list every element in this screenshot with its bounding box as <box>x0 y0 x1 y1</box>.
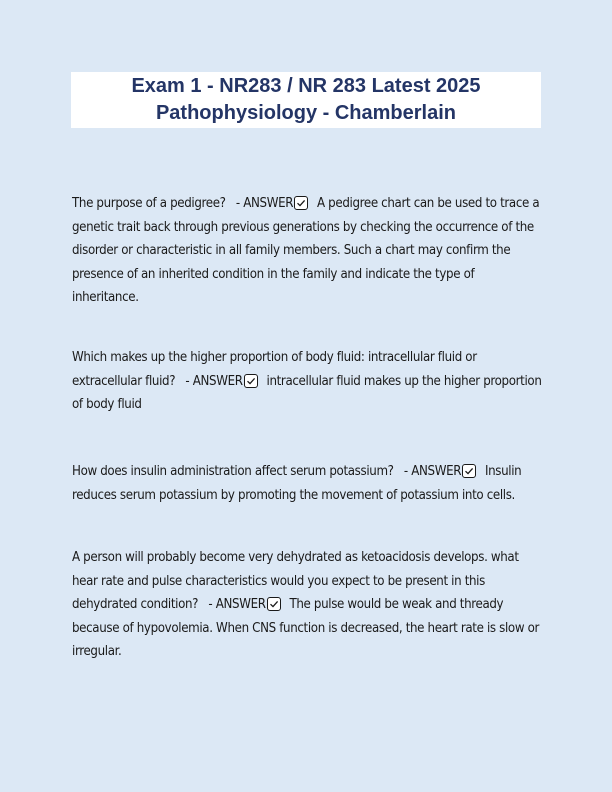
qa-item-3 <box>72 460 544 507</box>
qa-item-2 <box>72 346 544 417</box>
title-line-2: Pathophysiology - Chamberlain <box>155 102 457 124</box>
answer-marker: - ANSWER <box>403 464 462 479</box>
answer-marker: - ANSWER <box>185 373 243 389</box>
document-title <box>71 72 541 128</box>
answer-text: A pedigree chart can be used to trace a genetic trait back through previous generations by checking the occurrence of the disorder or characteristic in all family members. Such a chart may confirm the presence of an inherited condition in the family and indicate the type of inheritance. <box>72 196 540 305</box>
checkbox-checked-icon <box>294 196 308 210</box>
answer-text: The pulse would be weak and thready because of hypovolemia. When CNS function is decreased, the heart rate is slow or irregular. <box>72 597 540 659</box>
checkbox-checked-icon <box>462 464 476 478</box>
question-text: A person will probably become very dehydrated as ketoacidosis develops. what hear rate and pulse characteristics would you expect to be present in this dehydrated condition? <box>72 550 519 612</box>
question-text: Which makes up the higher proportion of body fluid: intracellular fluid or extracellular fluid? <box>72 350 477 389</box>
question-text: How does insulin administration affect serum potassium? <box>72 464 394 479</box>
question-text: The purpose of a pedigree? <box>72 196 226 211</box>
answer-marker: - ANSWER <box>235 196 294 211</box>
checkbox-checked-icon <box>244 374 258 388</box>
checkbox-checked-icon <box>267 597 281 611</box>
title-line-1: Exam 1 - NR283 / NR 283 Latest 2025 <box>131 75 481 97</box>
qa-item-4 <box>72 546 544 664</box>
answer-marker: - ANSWER <box>208 597 266 612</box>
answer-text: Insulin reduces serum potassium by promoting the movement of potassium into cells. <box>72 464 522 503</box>
answer-text: intracellular fluid makes up the higher proportion of body fluid <box>72 373 542 412</box>
qa-item-1 <box>72 192 544 310</box>
